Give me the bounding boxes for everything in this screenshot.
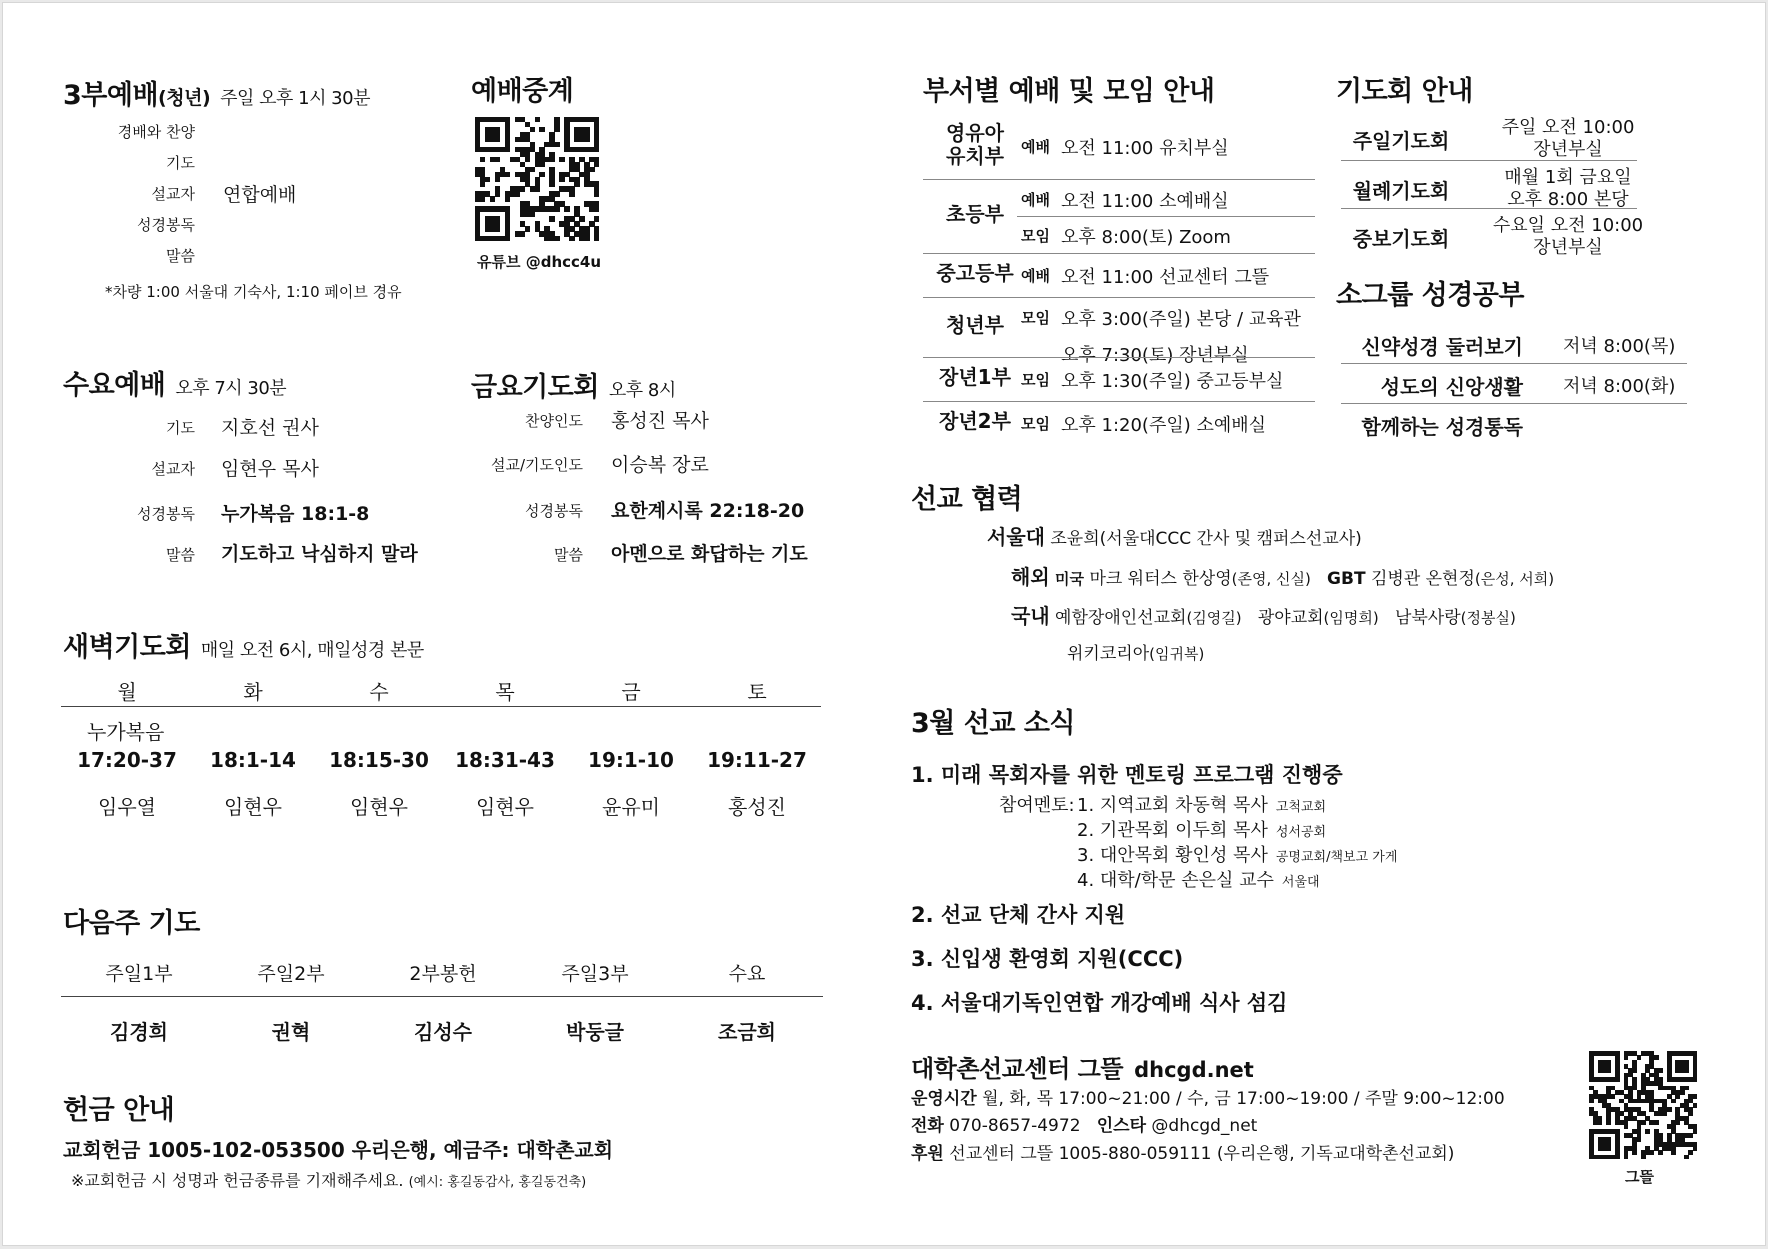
department-text: 오전 11:00 유치부실 [1061, 138, 1229, 159]
department-name: 청년부 [946, 313, 1004, 337]
mission-news-title: 3월 선교 소식 [911, 708, 1075, 739]
departments-title: 부서별 예배 및 모임 안내 [923, 76, 1215, 107]
department-row-divider [923, 297, 1315, 298]
department-text: 오후 1:20(주일) 소예배실 [1061, 415, 1267, 436]
dawn-day: 금 [621, 680, 641, 704]
qr-module [515, 191, 520, 196]
qr-module [539, 172, 544, 177]
mission-abroad-us-text: 마크 워터스 한상영 [1089, 569, 1232, 589]
qr-module [1688, 1150, 1693, 1155]
next-prayer-name: 박둥글 [566, 1020, 624, 1044]
wednesday-value: 지호선 권사 [221, 417, 319, 439]
dawn-day: 목 [495, 680, 515, 704]
mission-seoul-label: 서울대 [987, 525, 1045, 549]
friday-label: 말씀 [554, 546, 583, 564]
qr-finder [505, 117, 510, 152]
qr-module [589, 167, 594, 172]
mission-domestic-name: 예함장애인선교회 [1055, 608, 1187, 628]
small-group-divider [1341, 403, 1687, 404]
worship3-label: 기도 [166, 154, 195, 172]
qr-module [554, 191, 559, 196]
offering-note [71, 1168, 586, 1191]
offering-note-text: ※교회헌금 시 성명과 헌금종류를 기재해주세요. [71, 1171, 404, 1190]
offering-account: 교회헌금 1005-102-053500 우리은행, 예금주: 대학촌교회 [63, 1138, 614, 1162]
next-prayer-name: 김경희 [110, 1020, 168, 1044]
offering-note-example: (예시: 홍길동감사, 홍길동건축) [408, 1175, 587, 1190]
dawn-time: 매일 오전 6시, 매일성경 본문 [200, 640, 424, 661]
dawn-leader: 임현우 [476, 795, 534, 819]
center-url[interactable]: dhcgd.net [1134, 1058, 1254, 1082]
dawn-day: 수 [369, 680, 389, 704]
qr-module [1645, 1129, 1650, 1134]
qr-module [535, 186, 540, 191]
department-row-divider [923, 253, 1315, 254]
next-prayer-service: 주일3부 [561, 963, 629, 985]
mentor-prefix: 참여멘토: [999, 795, 1075, 816]
qr-module [495, 191, 500, 196]
friday-value: 아멘으로 화답하는 기도 [611, 543, 808, 565]
department-tag: 예배 [1021, 138, 1050, 156]
friday-title [471, 365, 676, 404]
qr-module [564, 206, 569, 211]
qr-module [1641, 1120, 1646, 1125]
qr-module [495, 157, 500, 162]
wednesday-title-text: 수요예배 [63, 370, 166, 401]
mentor-item [1077, 791, 1326, 817]
mentor-item [1077, 816, 1326, 842]
qr-module [1658, 1068, 1663, 1073]
center-phone: 070-8657-4972 [949, 1116, 1081, 1136]
wednesday-time: 오후 7시 30분 [175, 378, 287, 399]
center-contact [911, 1111, 1257, 1136]
qr-module [530, 167, 535, 172]
qr-finder [1615, 1051, 1620, 1082]
mission-domestic [1011, 600, 1516, 629]
department-row-divider [923, 401, 1315, 402]
friday-title-text: 금요기도회 [471, 372, 599, 403]
center-insta-label: 인스타 [1096, 1116, 1147, 1136]
youtube-qr-code[interactable] [475, 117, 599, 241]
qr-module [1684, 1155, 1689, 1160]
dawn-leader: 윤유미 [602, 795, 660, 819]
qr-finder [564, 117, 569, 152]
qr-module [1693, 1146, 1698, 1151]
qr-module [520, 186, 525, 191]
qr-finder [1589, 1129, 1594, 1160]
offering-title: 헌금 안내 [63, 1095, 175, 1126]
mission-domestic-extra-paren: (임귀복) [1149, 645, 1205, 663]
qr-module [1637, 1137, 1642, 1142]
qr-module [1637, 1055, 1642, 1060]
prayer-meeting-divider [1341, 160, 1637, 161]
qr-module [1675, 1120, 1680, 1125]
department-name: 장년1부 [939, 365, 1011, 389]
wednesday-label: 기도 [166, 419, 195, 437]
department-tag: 예배 [1021, 267, 1050, 285]
center-qr-code[interactable] [1589, 1051, 1697, 1159]
mission-abroad [1011, 561, 1554, 590]
department-name: 중고등부 [936, 261, 1014, 285]
mission-domestic-paren: (김영길) [1186, 609, 1242, 627]
mission-seoul-text: 조윤희(서울대CCC 간사 및 캠퍼스선교사) [1050, 529, 1362, 549]
qr-module [480, 196, 485, 201]
qr-module [1688, 1111, 1693, 1116]
youtube-label: 유튜브 [477, 253, 521, 271]
prayer-meeting-line2: 장년부실 [1533, 139, 1603, 160]
mission-domestic-label: 국내 [1011, 604, 1050, 628]
prayer-meeting-divider [1341, 208, 1637, 209]
qr-finder [475, 206, 480, 241]
mission-abroad-label: 해외 [1011, 565, 1050, 589]
mission-abroad-us: 미국 [1055, 570, 1085, 588]
prayer-meeting-name: 월례기도회 [1352, 179, 1450, 203]
friday-time: 오후 8시 [608, 380, 676, 401]
mentor-org: 서울대 [1281, 875, 1320, 890]
next-prayer-service: 주일1부 [105, 963, 173, 985]
qr-module [1624, 1055, 1629, 1060]
qr-module [1654, 1055, 1659, 1060]
dawn-day: 화 [243, 680, 263, 704]
small-group-time: 저녁 8:00(화) [1563, 376, 1676, 397]
center-title [911, 1049, 1254, 1084]
wednesday-value: 기도하고 낙심하지 말라 [221, 543, 418, 565]
dawn-passage: 19:1-10 [588, 748, 674, 772]
mission-abroad-gbt-text: 김병관 온현정 [1370, 569, 1475, 589]
dawn-leader: 홍성진 [728, 795, 786, 819]
youtube-handle: @dhcc4u [525, 253, 602, 271]
mentor-text: 4. 대학/학문 손은실 교수 [1077, 870, 1274, 891]
dawn-title-text: 새벽기도회 [63, 632, 191, 663]
next-prayer-title: 다음주 기도 [63, 908, 200, 939]
friday-label: 찬양인도 [525, 412, 583, 430]
prayer-meetings-title: 기도회 안내 [1336, 76, 1473, 107]
small-group-name: 함께하는 성경통독 [1361, 415, 1523, 439]
prayer-meeting-name: 주일기도회 [1352, 129, 1450, 153]
qr-finder [1615, 1129, 1620, 1160]
qr-module [1632, 1068, 1637, 1073]
center-qr-caption: 그뜰 [1625, 1168, 1654, 1186]
friday-value: 요한계시록 22:18-20 [611, 500, 805, 522]
dawn-passage: 18:31-43 [455, 748, 555, 772]
mission-abroad-gbt: GBT [1327, 569, 1366, 589]
mission-news-item-1: 1. 미래 목회자를 위한 멘토링 프로그램 진행중 [911, 763, 1343, 787]
small-groups-title: 소그룹 성경공부 [1336, 280, 1524, 311]
center-title-text: 대학촌선교센터 그뜰 [911, 1055, 1124, 1083]
worship3-time: 주일 오후 1시 30분 [220, 88, 370, 109]
mission-domestic-name: 남북사랑 [1394, 608, 1461, 628]
worship3-title-text: 3부예배 [63, 80, 159, 111]
department-tag: 모임 [1021, 371, 1050, 389]
department-row-divider [923, 179, 1315, 180]
qr-module [594, 191, 599, 196]
qr-finder [475, 117, 480, 152]
qr-module [594, 216, 599, 221]
qr-finder [485, 127, 500, 142]
qr-module [1649, 1150, 1654, 1155]
qr-module [505, 196, 510, 201]
center-hours-label: 운영시간 [911, 1089, 977, 1109]
prayer-meeting-name: 중보기도회 [1352, 227, 1450, 251]
qr-module [549, 216, 554, 221]
prayer-meeting-line1: 수요일 오전 10:00 [1492, 215, 1644, 236]
next-prayer-name: 권혁 [271, 1020, 311, 1044]
mission-abroad-gbt-paren: (은성, 서희) [1474, 570, 1555, 588]
friday-label: 설교/기도인도 [491, 456, 583, 474]
dawn-leader: 임우열 [98, 795, 156, 819]
department-text: 오전 11:00 소예배실 [1061, 191, 1229, 212]
youtube-caption [477, 251, 601, 272]
mentor-text: 1. 지역교회 차동혁 목사 [1077, 795, 1268, 816]
qr-module [525, 157, 530, 162]
next-prayer-service: 2부봉헌 [409, 963, 477, 985]
qr-module [554, 236, 559, 241]
worship3-label: 말씀 [166, 247, 195, 265]
qr-module [1598, 1120, 1603, 1125]
qr-module [559, 157, 564, 162]
mission-news-item: 4. 서울대기독인연합 개강예배 식사 섬김 [911, 991, 1288, 1015]
worship3-value: 연합예배 [223, 184, 297, 206]
worship3-label: 설교자 [151, 185, 195, 203]
mission-news-item: 3. 신입생 환영회 지원(CCC) [911, 947, 1184, 971]
qr-module [1654, 1120, 1659, 1125]
department-text: 오후 3:00(주일) 본당 / 교육관 [1061, 309, 1301, 330]
bulletin-page [2, 2, 1766, 1246]
worship3-label: 경배와 찬양 [117, 123, 195, 141]
wednesday-label: 성경봉독 [137, 505, 195, 523]
qr-module [1671, 1150, 1676, 1155]
next-prayer-name: 김성수 [414, 1020, 472, 1044]
qr-module [549, 181, 554, 186]
mentor-org: 성서공회 [1275, 825, 1327, 840]
dawn-leader: 임현우 [350, 795, 408, 819]
qr-module [594, 206, 599, 211]
wednesday-title [63, 363, 286, 402]
qr-finder [1589, 1051, 1594, 1082]
department-tag: 모임 [1021, 309, 1050, 327]
mission-domestic-extra-name: 위키코리아 [1067, 644, 1150, 664]
prayer-meeting-line1: 매월 1회 금요일 [1504, 167, 1632, 188]
qr-module [1693, 1129, 1698, 1134]
dawn-table-divider [61, 706, 821, 707]
next-prayer-divider [61, 996, 823, 997]
qr-module [520, 231, 525, 236]
qr-module [574, 181, 579, 186]
mission-domestic-paren: (임명희) [1323, 609, 1379, 627]
small-group-name: 신약성경 둘러보기 [1361, 335, 1523, 359]
qr-module [1611, 1094, 1616, 1099]
qr-module [535, 117, 540, 122]
center-hours [911, 1084, 1505, 1109]
dawn-passage: 18:15-30 [329, 748, 429, 772]
qr-module [1684, 1086, 1689, 1091]
qr-module [1658, 1150, 1663, 1155]
qr-module [1624, 1155, 1629, 1160]
mentor-item [1077, 866, 1320, 892]
qr-module [1632, 1150, 1637, 1155]
department-tag: 모임 [1021, 415, 1050, 433]
worship3-note: *차량 1:00 서울대 기숙사, 1:10 페이브 경유 [105, 283, 402, 301]
center-phone-label: 전화 [911, 1116, 944, 1136]
dawn-day: 월 [117, 680, 137, 704]
qr-finder [1693, 1051, 1698, 1082]
qr-finder [1598, 1060, 1611, 1073]
dawn-day: 토 [747, 680, 767, 704]
department-tag: 모임 [1021, 227, 1050, 245]
qr-module [1675, 1094, 1680, 1099]
wednesday-value: 누가복음 18:1-8 [221, 503, 370, 525]
broadcast-title: 예배중계 [471, 76, 574, 107]
prayer-meeting-line2: 장년부실 [1533, 237, 1603, 258]
qr-module [1693, 1103, 1698, 1108]
qr-module [1688, 1133, 1693, 1138]
dawn-passage: 17:20-37 [77, 748, 177, 772]
center-support [911, 1139, 1454, 1164]
qr-module [559, 177, 564, 182]
mentor-text: 3. 대안목회 황인성 목사 [1077, 845, 1268, 866]
dawn-leader: 임현우 [224, 795, 282, 819]
prayer-meeting-line1: 주일 오전 10:00 [1501, 117, 1635, 138]
qr-module [1667, 1107, 1672, 1112]
small-group-divider [1341, 363, 1687, 364]
wednesday-label: 말씀 [166, 546, 195, 564]
qr-module [539, 162, 544, 167]
mentor-item [1077, 841, 1397, 867]
mission-news-item: 2. 선교 단체 간사 지원 [911, 903, 1126, 927]
mission-title: 선교 협력 [911, 484, 1023, 515]
qr-module [1693, 1094, 1698, 1099]
mentor-org: 고척교회 [1275, 800, 1327, 815]
friday-label: 성경봉독 [525, 502, 583, 520]
qr-module [579, 216, 584, 221]
qr-module [505, 172, 510, 177]
department-text: 오후 1:30(주일) 중고등부실 [1061, 371, 1284, 392]
qr-module [530, 127, 535, 132]
qr-module [554, 127, 559, 132]
qr-finder [1667, 1051, 1672, 1082]
department-subrow-divider [1017, 216, 1315, 217]
department-row-divider [923, 357, 1315, 358]
qr-module [554, 142, 559, 147]
friday-value: 홍성진 목사 [611, 410, 709, 432]
qr-module [1606, 1120, 1611, 1125]
department-name: 초등부 [946, 202, 1004, 226]
center-hours-text: 월, 화, 목 17:00~21:00 / 수, 금 17:00~19:00 / 주말 9:00~12:00 [982, 1089, 1505, 1109]
qr-module [594, 236, 599, 241]
qr-module [530, 211, 535, 216]
qr-module [1589, 1099, 1594, 1104]
qr-finder [505, 206, 510, 241]
small-group-time: 저녁 8:00(목) [1563, 336, 1676, 357]
friday-value: 이승복 장로 [611, 454, 709, 476]
qr-finder [574, 127, 589, 142]
qr-module [554, 206, 559, 211]
mission-domestic-extra [1067, 639, 1204, 664]
qr-module [584, 236, 589, 241]
qr-module [569, 191, 574, 196]
worship3-title-suffix: (청년) [158, 87, 211, 109]
qr-module [1624, 1124, 1629, 1129]
mission-domestic-name: 광야교회 [1257, 608, 1324, 628]
qr-module [1641, 1155, 1646, 1160]
qr-module [480, 181, 485, 186]
qr-module [490, 196, 495, 201]
qr-module [1662, 1111, 1667, 1116]
dawn-passage: 18:1-14 [210, 748, 296, 772]
next-prayer-service: 주일2부 [257, 963, 325, 985]
qr-module [1680, 1090, 1685, 1095]
worship3-label: 성경봉독 [137, 216, 195, 234]
wednesday-label: 설교자 [151, 460, 195, 478]
department-text: 오전 11:00 선교센터 그뜰 [1061, 267, 1270, 288]
center-insta[interactable]: @dhcgd_net [1151, 1116, 1258, 1136]
dawn-book: 누가복음 [87, 720, 165, 744]
qr-module [495, 177, 500, 182]
qr-module [569, 236, 574, 241]
dawn-title [63, 625, 424, 664]
worship3-title [63, 73, 370, 112]
wednesday-value: 임현우 목사 [221, 458, 319, 480]
center-support-text: 선교센터 그뜰 1005-880-059111 (우리은행, 기독교대학촌선교회) [949, 1144, 1455, 1164]
qr-finder [1675, 1060, 1688, 1073]
department-text: 오후 8:00(토) Zoom [1061, 227, 1231, 248]
department-text: 오후 7:30(토) 장년부실 [1061, 345, 1249, 366]
qr-module [594, 162, 599, 167]
prayer-meeting-line2: 오후 8:00 본당 [1507, 189, 1629, 210]
department-name: 장년2부 [939, 409, 1011, 433]
qr-finder [1598, 1137, 1611, 1150]
mentor-text: 2. 기관목회 이두희 목사 [1077, 820, 1268, 841]
center-support-label: 후원 [911, 1144, 944, 1164]
mission-seoul [987, 521, 1362, 550]
qr-module [549, 157, 554, 162]
next-prayer-name: 조금희 [718, 1020, 776, 1044]
small-group-name: 성도의 신앙생활 [1380, 375, 1523, 399]
qr-module [525, 226, 530, 231]
qr-module [485, 177, 490, 182]
next-prayer-service: 수요 [728, 963, 766, 985]
qr-finder [594, 117, 599, 152]
mission-abroad-us-paren: (존영, 신실) [1231, 570, 1311, 588]
dawn-passage: 19:11-27 [707, 748, 807, 772]
mentor-org: 공명교회/책보고 가게 [1275, 850, 1398, 865]
qr-module [539, 127, 544, 132]
qr-finder [485, 216, 500, 231]
qr-module [480, 157, 485, 162]
department-name: 영유아 유치부 [946, 121, 1004, 168]
mission-domestic-paren: (정봉실) [1460, 609, 1516, 627]
department-tag: 예배 [1021, 191, 1050, 209]
qr-module [1671, 1099, 1676, 1104]
